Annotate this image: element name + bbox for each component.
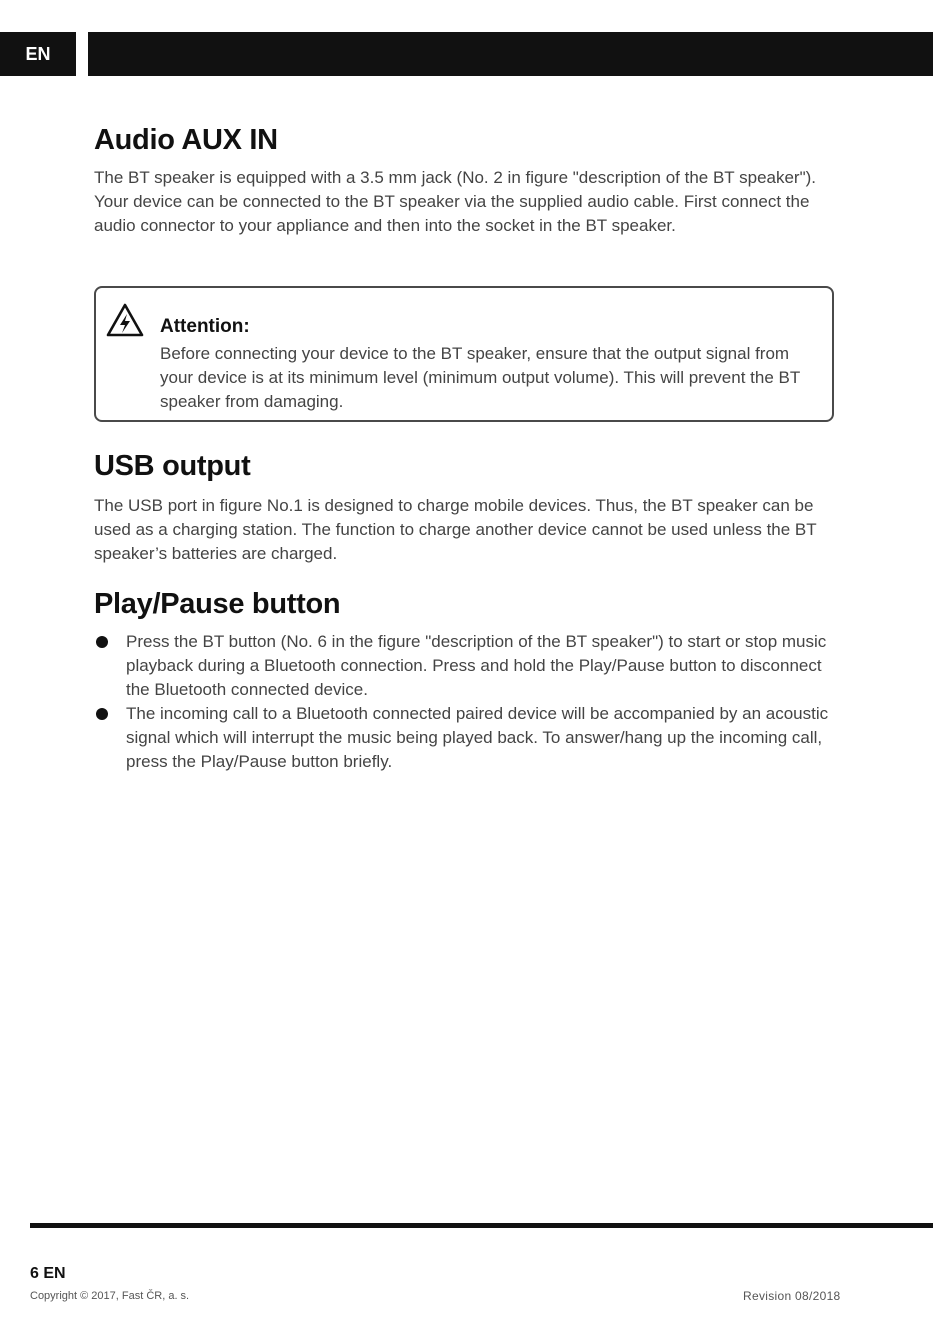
page-number: 6 EN: [30, 1265, 66, 1282]
footer-rule: [30, 1223, 933, 1228]
aux-section-text: The BT speaker is equipped with a 3.5 mm jack (No. 2 in figure "description of the BT speaker"). Your device can be connected to the BT speaker via the supplied audio cable. First connect the audio connector to your appliance and then into the socket in the BT speaker.: [94, 168, 817, 235]
play-pause-section-title: Play/Pause button: [94, 588, 341, 620]
list-item: [94, 702, 834, 774]
usb-section: [94, 446, 834, 566]
attention-text: Before connecting your device to the BT speaker, ensure that the output signal from your device is at its minimum level (minimum output volume). This will prevent the BT speaker from damaging.: [160, 344, 800, 411]
attention-title: Attention:: [160, 316, 250, 337]
play-pause-list: [94, 630, 834, 774]
list-item-text: The incoming call to a Bluetooth connected paired device will be accompanied by an acoustic signal which will interrupt the music being played back. To answer/hang up the incoming call,: [126, 704, 829, 747]
language-tab: EN: [0, 32, 76, 76]
header-bar: [88, 32, 933, 76]
warning-triangle-lightning-icon: [106, 302, 144, 338]
aux-section: [94, 118, 834, 238]
usb-section-title: USB output: [94, 450, 251, 482]
revision-text: Revision 08/2018: [743, 1289, 841, 1303]
aux-section-title: Audio AUX IN: [94, 124, 278, 156]
play-pause-section: [94, 584, 834, 774]
list-item: Press the BT button (No. 6 in the figure "description of the BT speaker") to start or stop music playback during a Bluetooth connection. Press and hold the Play/Pause button to disconnect the Bluetooth connected device.: [94, 630, 834, 702]
usb-section-text: The USB port in figure No.1 is designed to charge mobile devices. Thus, the BT speaker can be used as a charging station. The function to charge another device cannot be used unless the BT speaker’s batteries are charged.: [94, 496, 817, 563]
copyright-text: Copyright © 2017, Fast ČR, a. s.: [30, 1290, 190, 1302]
attention-box: [94, 286, 834, 422]
list-item-continuation: press the Play/Pause button briefly.: [126, 752, 393, 771]
